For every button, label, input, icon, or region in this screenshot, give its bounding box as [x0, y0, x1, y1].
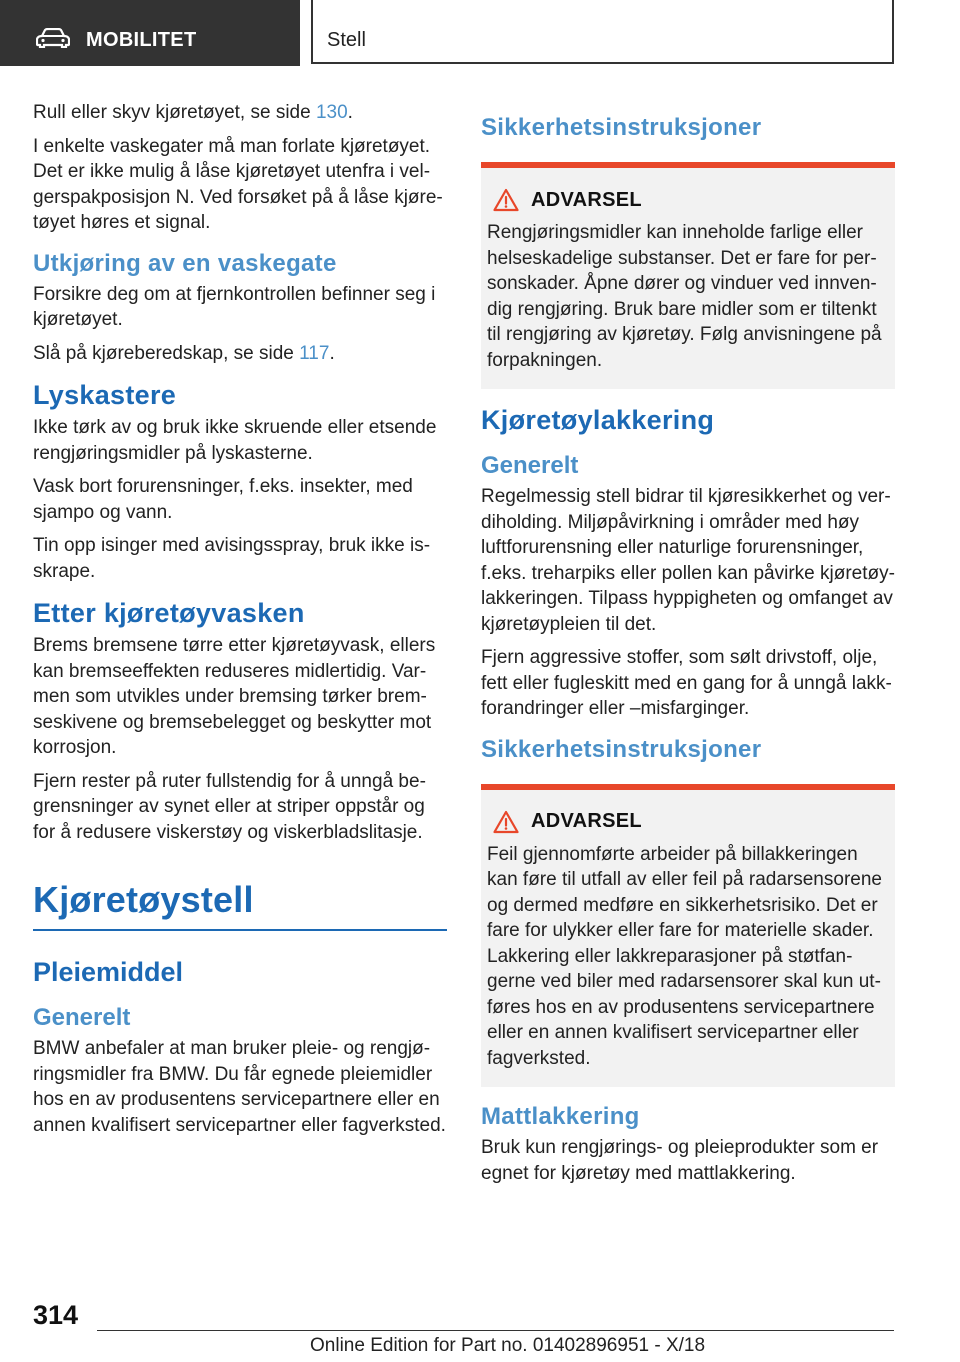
footer-divider [97, 1330, 894, 1331]
chapter-tab [311, 0, 894, 64]
page-link[interactable]: 130 [315, 102, 348, 123]
paragraph: Fjern rester på ruter fullstendig for å unngå begrensninger av synet eller at striper oppstår og for å redusere viskerstøy og viskerbladslitasje. [33, 770, 426, 843]
heading-safety-instructions: Sikkerhetsinstruksjoner [481, 735, 762, 763]
car-icon [36, 28, 70, 48]
warning-title: ADVARSEL [531, 810, 642, 832]
paragraph: Fjern aggressive stoffer, som sølt drivstoff, olje, fett eller fugleskitt med en gang for å unngå lakkforandringer eller –misfarginger. [481, 647, 892, 719]
page-link[interactable]: 117 [299, 342, 330, 364]
page-header [0, 0, 960, 66]
heading-vehicle-care: Kjøretøystell [33, 879, 447, 931]
left-column [33, 100, 447, 1146]
warning-box [481, 784, 895, 1088]
paragraph: Vask bort forurensninger, f.eks. insekter, med sjampo og vann. [33, 476, 413, 523]
paragraph: Slå på kjøreberedskap, se side 117. [33, 342, 335, 364]
warning-text: Rengjøringsmidler kan inneholde farlige eller helseskadelige substanser. Det er fare for personskader. Åpne dører og vinduer ved innvendig rengjøring. Bruk bare midler som er tiltenkt til rengjøring av kjøretøy. Følg anvisningene på forpakningen. [487, 222, 882, 371]
warning-triangle-icon [493, 810, 519, 834]
heading-general: Generelt [33, 1004, 131, 1031]
paragraph: Rull eller skyv kjøretøyet, se side 130. [33, 102, 353, 123]
section-title: MOBILITET [86, 29, 197, 51]
heading-headlights: Lyskastere [33, 380, 177, 410]
warning-box [481, 162, 895, 389]
paragraph: Regelmessig stell bidrar til kjøresikkerhet og verdiholding. Miljøpåvirkning i områder med høy luftforurensning eller naturlige forurensninger, f.eks. treharpiks eller pollen kan påvirke kjøretøylakkeringen. Tilpass hyppigheten og omfanget av kjøretøypleien til det. [481, 486, 895, 635]
paragraph: Tin opp isinger med avisingsspray, bruk ikke isskrape. [33, 535, 431, 582]
paragraph: Ikke tørk av og bruk ikke skruende eller etsende rengjøringsmidler på lyskasterne. [33, 417, 437, 464]
page-number: 314 [33, 1300, 79, 1330]
section-tab [0, 0, 300, 66]
warning-title: ADVARSEL [531, 188, 642, 211]
paragraph: Brems bremsene tørre etter kjøretøyvask, ellers kan bremseeffekten reduseres midlertidig. Varmen som utvikles under bremsing tørker bremseskivene og bremsebelegget og beskytter mot korrosjon. [33, 635, 436, 758]
warning-header [487, 188, 889, 212]
paragraph: I enkelte vaskegater må man forlate kjøretøyet. Det er ikke mulig å låse kjøretøyet utenfra i velgerspakposisjon N. Ved forsøket på å låse kjøretøyet høres et signal. [33, 135, 443, 233]
warning-header [487, 810, 889, 834]
paragraph: BMW anbefaler at man bruker pleie- og rengjøringsmidler fra BMW. Du får egnede pleiemidler hos en av produsentens servicepartnere eller en annen kvalifisert servicepartner eller fagverksted. [33, 1038, 446, 1136]
heading-safety-instructions: Sikkerhetsinstruksjoner [481, 114, 762, 141]
right-column [481, 100, 895, 1194]
heading-general: Generelt [481, 452, 579, 479]
warning-text: Feil gjennomførte arbeider på billakkeringen kan føre til utfall av eller feil på radarsensorene og dermed medføre en sikkerhetsrisiko. Det er fare for ulykker eller fare for materielle skader. Lakkering eller lakkreparasjoner på støtfangerne ved biler med radarsensorer skal kun utføres hos en av produsentens servicepartnere eller en annen kvalifisert servicepartner eller fagverksted. [487, 843, 882, 1069]
paragraph: Forsikre deg om at fjernkontrollen befinner seg i kjøretøyet. [33, 283, 436, 330]
warning-triangle-icon [493, 188, 519, 212]
heading-care-products: Pleiemiddel [33, 957, 184, 987]
paragraph: Bruk kun rengjørings- og pleieprodukter som er egnet for kjøretøy med mattlakkering. [481, 1137, 879, 1184]
heading-vehicle-paint: Kjøretøylakkering [481, 405, 715, 435]
heading-matte-paint: Mattlakkering [481, 1103, 640, 1130]
heading-after-wash: Etter kjøretøyvasken [33, 598, 305, 628]
chapter-title: Stell [327, 29, 366, 51]
edition-note: Online Edition for Part no. 01402896951 - X/18 [310, 1335, 706, 1356]
heading-exit-carwash: Utkjøring av en vaskegate [33, 249, 337, 277]
